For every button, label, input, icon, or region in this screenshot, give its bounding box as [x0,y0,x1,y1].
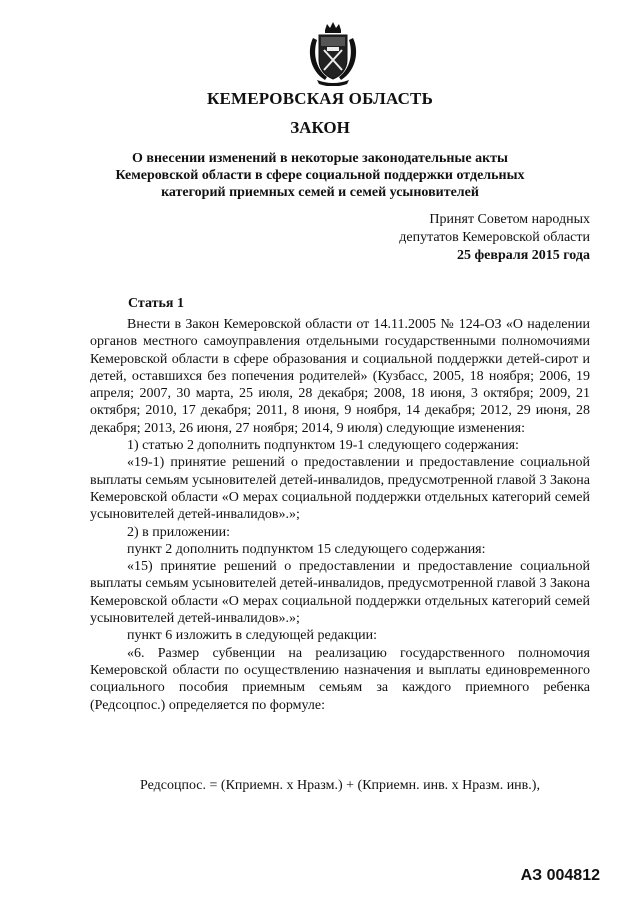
paragraph: 2) в приложении: [127,524,230,540]
coat-of-arms-emblem [303,20,363,86]
paragraph: «15) принятие решений о предоставлении и предоставление социальной выплаты семьям усыновителей детей-инвалидов, предусмотренной главой 3 Закона Кемеровской области «О мерах социальной поддержки отдельных категорий семей усыновителей детей-инвалидов».»; [90,559,590,627]
paragraph: пункт 6 изложить в следующей редакции: [127,628,377,644]
adoption-line: депутатов Кемеровской области [399,230,590,245]
adoption-block [399,211,590,265]
article-body [90,316,590,714]
law-subject [100,150,540,201]
formula: Редсоцпос. = (Кприемн. х Нразм.) + (Кприемн. инв. х Нразм. инв.), [140,778,540,793]
adoption-date: 25 февраля 2015 года [457,248,590,263]
article-title: Статья 1 [128,296,184,311]
region-title: КЕМЕРОВСКАЯ ОБЛАСТЬ [206,89,434,108]
subject-line: О внесении изменений в некоторые законодательные акты [132,151,508,166]
subject-line: Кемеровской области в сфере социальной поддержки отдельных [115,168,525,183]
paragraph: пункт 2 дополнить подпунктом 15 следующего содержания: [127,541,486,557]
paragraph: «6. Размер субвенции на реализацию государственного полномочия Кемеровской области по осуществлению назначения и выплаты единовременного социального пособия приемным семьям за каждого приемного ребенка (Редсоцпос.) определяется по формуле: [90,645,590,713]
paragraph: Внести в Закон Кемеровской области от 14.11.2005 № 124-ОЗ «О наделении органов местного самоуправления отдельными государственными полномочиями Кемеровской области в сфере образования и социальной поддержки детей-сирот и детей, оставшихся без попечения родителей» (Кузбасс, 2005, 18 ноября; 2006, 19 апреля; 2007, 30 марта, 25 июля, 28 декабря; 2008, 18 июня, 3 октября; 2009, 21 октября; 2010, 17 декабря; 2011, 8 июня, 9 ноября, 14 декабря; 2012, 29 июня, 28 декабря; 2013, 26 июня, 27 ноября; 2014, 9 июля) следующие изменения: [90,317,590,436]
subject-line: категорий приемных семей и семей усыновителей [161,185,479,200]
paragraph: 1) статью 2 дополнить подпунктом 19-1 следующего содержания: [127,438,519,454]
document-type: ЗАКОН [290,118,350,137]
adoption-line: Принят Советом народных [429,212,590,227]
paragraph: «19-1) принятие решений о предоставлении и предоставление социальной выплаты семьям усыновителей детей-инвалидов, предусмотренной главой 3 Закона Кемеровской области «О мерах социальной поддержки отдельных категорий семей усыновителей детей-инвалидов».»; [90,455,590,523]
serial-number: АЗ 004812 [520,867,600,884]
